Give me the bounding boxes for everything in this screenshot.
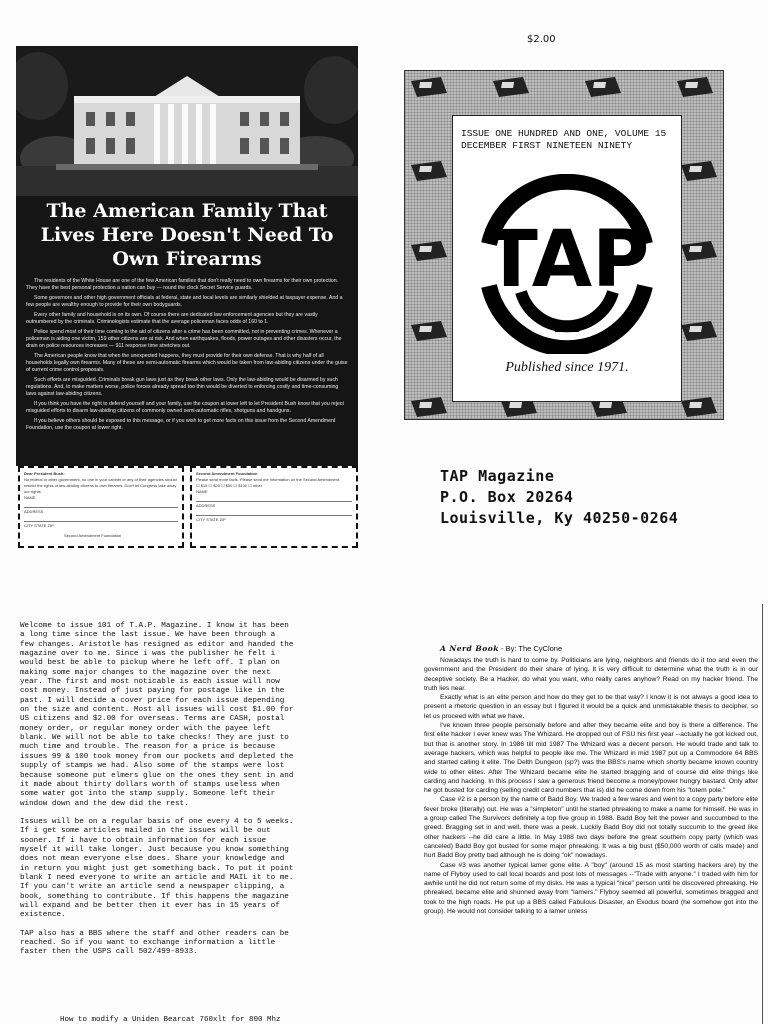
coupon-field-label: ADDRESS [24,509,44,514]
article-byline: - By: The CyClone [501,644,563,653]
floppy-disk-icon [681,161,717,181]
address-line: Louisville, Ky 40250-0264 [440,509,679,527]
ad-paragraph: The American people know that when the unexpected happens, they must provide for their own defense. That is why half of all households legally own firearms. Many of these are semi-automatic firearms which would be taken from law-abiding citizens under the guise of current crime control proposals. [26,353,348,373]
published-since: Published since 1971. [505,360,629,375]
coupon-field-label: STATE [206,517,219,522]
amount-option[interactable]: $100 [238,483,248,488]
coupon-field-label: ADDRESS [196,503,216,508]
floppy-disk-icon [411,77,447,97]
floppy-disk-icon [493,77,529,97]
tap-logo-text: TAP [484,215,650,305]
coupon-sender: Second Amendment Foundation [64,533,122,538]
coupon-field-label: NAME [24,495,36,500]
cover-panel [452,115,682,402]
floppy-disk-icon [411,241,447,261]
article-header [440,644,758,653]
amount-option[interactable]: $50 [225,483,233,488]
letter-paragraph: TAP also has a BBS where the staff and other readers can be reached. So if you want to exchange information a little faster then the USPS call 502/499-8933. [20,929,289,957]
article-paragraph: Nowadays the truth is hard to come by. Politicians are lying, neighbors and friends do it too and even the government and the President do their share of lying. It is very difficult to determine what the truth is in our deceptive society. Be a Hacker, do what you want, who really cares anyhow? Read on my hacker friend. The truth lies near. [424,657,758,692]
firearms-advertisement [16,46,358,466]
amount-option[interactable]: $25 [213,483,220,488]
page-edge-rule [762,604,763,1024]
ad-paragraph: The residents of the White House are one of the few American families that don't really need to own firearms for their own protection. They have the best personal protection a nation can buy — round the clock Secret Service guards. [26,278,339,291]
issue-number: ISSUE ONE HUNDRED AND ONE, VOLUME 15 [461,128,667,139]
floppy-disk-icon [411,161,447,181]
coupon-field-label: CITY [196,517,206,522]
floppy-disk-icon [677,77,713,97]
coupon-title: Second Amendment Foundation [196,471,258,476]
nerd-book-article [424,644,758,916]
article-paragraph: I've known three people personally before and after they became elite and boy is there a difference. The first elite hacker I ever knew was The Whizard. He dropped out of FSU his first year --actually he got kicked out, but that is another story. In 1986 till mid 1987 The Whizard was a decent person. He would trade and talk to average hackers, which was helpful to people like me. The Whizard in mid 1987 put up a Commodore 64 BBS and started calling it elite. The Delth Dungeon (sp?) was the BBS's name which shortly became known country wide to other elites. After The Whizard became elite he started bragging and of course did elite things like carding and hacking. In this process I saw a generous friend become a money/power hungry bastard. Only after he got busted for carding (selling credit card numbers that is) did he come down from his "totem pole." [424,722,758,795]
coupon-field-label: CITY [24,523,34,528]
coupon-field-label: STATE [34,523,47,528]
ad-coupons [18,466,358,550]
article-paragraph: Case #2 is a person by the name of Badd Boy. We traded a few wares and went to a copy party before elite fever broke (literally) out. He was a "simpleton" until he started phreaking to make a name for himself. He was in a group called The Survivors definitely a top five group in 1988. Badd Boy felt the power and succumbed to the greed. Bragging set in and well, there was a peek. Luckily Badd Boy did not totally succumb to the greed like other hackers --he did care a little. In May 1988 two days before the great southern copy party (which was canceled) Badd Boy got busted for some major phreaking. It was a big bust ($50,000 worth of calls made) and hurt Badd Boy pretty bad although he is doing "ok" nowadays. [424,796,758,860]
issue-info [461,128,666,152]
coupon-text: Please send more facts. Please send me information on the Second Amendment. [196,477,341,482]
article-paragraph: Exactly what is an elite person and how do they get to be that way? I know it is not always a good idea to present a rhetoric question in an essay but I figured it would be a quick and unmistakable thesis to decipher, so let us proceed with what we have. [424,694,758,720]
magazine-cover [404,70,724,420]
editor-letter [20,622,342,967]
article-paragraph: Case #3 was another typical lamer gone elite. A "boy" (around 15 as most starting hackers are) by the name of Flyboy used to call local boards and post lots of messages --"Trade with anyone." I traded with him for awhile until he did not return some of my disks. He was a typical "nice" person until he discovered phreaking. He phreaked, became elite and shunned away from "lamers." Flyboy seemed all powerful, sometimes bragged and took to the high roads. He put up a BBS called Fabulous Disaster, an Exodus board (he somehow got into the group). He would not consider talking to a lamer unless [424,861,758,916]
coupon-text: No federal or other government, no one in your cabinet or any of their agencies should restrict the rights of law-abiding citizens to own firearms. Don't let Congress take away our rights. [24,477,177,494]
coupon-foundation[interactable] [190,466,358,548]
coupon-field-label: NAME [196,489,208,494]
ad-paragraph: Such efforts are misguided. Criminals break gun laws just as they break other laws. Only the law-abiding would be disarmed by such regulations. And, to make matters worse, police forces already spread too thin would be diverted to enforcing costly and time-consuming laws against law-abiding citizens. [26,377,339,397]
ad-headline: The American Family That Lives Here Doesn't Need To Own Firearms [40,200,334,270]
issue-date: DECEMBER FIRST NINETEEN NINETY [461,140,633,151]
next-article-title: How to modify a Uniden Bearcat 760xlt for 800 Mhz [60,1016,281,1024]
floppy-disk-icon [585,77,621,97]
white-house-photo [16,46,358,196]
coupon-field-label: ZIP [47,523,54,528]
ad-paragraph: If you believe others should be exposed to this message, or if you wish to get more facts on this issue from the Second Amendment Foundation, use the coupon at lower right. [26,418,336,431]
cover-price: $2.00 [527,34,556,45]
coupon-title: Dear President Bush: [24,471,65,476]
tap-logo [459,174,675,354]
coupon-amounts: ☐ $15 ☐ $25 ☐ $50 ☐ $100 ☐ other [196,483,263,488]
ad-paragraph: Some governors and other high government officials at federal, state and local levels are similarly shielded at taxpayer expense. And a few people are wealthy enough to provide for their own bodyguards. [26,295,343,308]
ad-body-text [26,278,348,435]
coupon-field-label: ZIP [219,517,226,522]
floppy-disk-icon [681,397,717,417]
ad-paragraph: Every other family and household is on its own. Of course there are dedicated law enforcement agencies but they are vastly outnumbered by the criminals. Criminologists estimate that the average policeman faces odds of 160 to 1. [26,312,318,325]
floppy-disk-icon [411,397,447,417]
letter-paragraph: Welcome to issue 101 of T.A.P. Magazine. I know it has been a long time since the last issue. We have been through a few changes. Aristotle has resigned as editor and handed the magazine over to me. Since i was the publisher he felt i would best be able to pickup where he left off. I plan on making some major changes to the magazine over the next year. The first and most noticable is each issue will now cost money. Instead of just paying for postage like in the past. I will decide a cover price for each issue depending on the size and content. Most all issues will cost $1.00 for US citizens and $2.00 for overseas. Terms are CASH, postal money order, or regular money order with the payee left blank. We will not be able to take checks! They are just to much time and trouble. The reason for a price is because issues 99 & 100 took money from our pockets and depleted the supply of stamps we had. Also some of the stamps were lost because someone put elmers glue on the ones they sent in and it made about thirty dollars worth of stamps useless when some water got into the stamp supply. Someone left their window down and the dew did the rest. [20,622,294,808]
floppy-disk-icon [681,321,717,341]
floppy-disk-icon [411,321,447,341]
mailing-address [440,466,678,529]
floppy-disk-icon [681,241,717,261]
amount-option[interactable]: other [252,483,263,488]
letter-paragraph: Issues will be on a regular basis of one every 4 to 5 weeks. If i get some articles mailed in the issues will be out sooner. If i have to obtain information for each issue myself it will take longer. Just because you know something does not mean everyone else does. Share your knowledge and in return you might just get something back. To put it point blank I need everyone to write an article and MAIL it to me. If you can't write an article send a newspaper clipping, a book, something to contribute. If this happens the magazine will expand and be better then it ever has in 15 years of existence. [20,817,294,920]
coupon-president[interactable] [18,466,184,548]
article-title: A Nerd Book [440,644,499,653]
ad-paragraph: Police spend most of their time coming to the aid of citizens after a crime has been committed, not in preventing crimes. Whenever a policeman is aiding one victim, 159 other citizens are at risk. And when earthquakes, floods, power outages and other disasters occur, the drain on police resources increases — 911 response time stretches out. [26,329,342,349]
address-line: P.O. Box 20264 [440,488,574,506]
amount-option[interactable]: $15 [200,483,208,488]
article-body [424,656,758,916]
ad-paragraph: If you think you have the right to defend yourself and your family, use the coupon at lower left to let President Bush know that you reject misguided efforts to disarm law-abiding citizens of commonly owned semi-automatic rifles, shotguns and handguns. [26,401,344,414]
address-line: TAP Magazine [440,467,555,485]
